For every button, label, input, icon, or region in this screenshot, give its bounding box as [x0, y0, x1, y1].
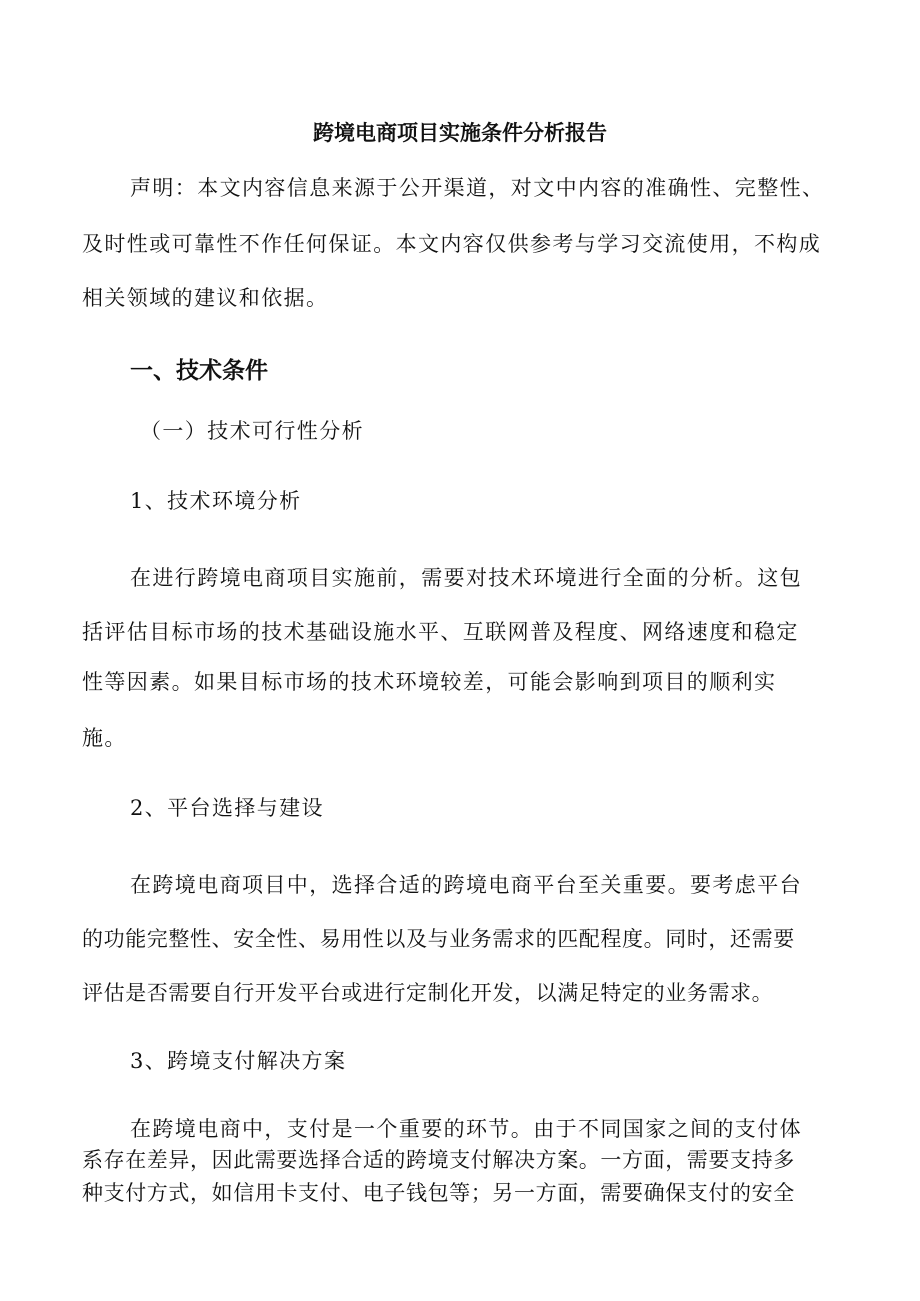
item-1-line-1: 在进行跨境电商项目实施前，需要对技术环境进行全面的分析。这包 — [130, 566, 802, 590]
item-2-line-1: 在跨境电商项目中，选择合适的跨境电商平台至关重要。要考虑平台 — [130, 873, 802, 897]
item-heading-3: 3、跨境支付解决方案 — [130, 1049, 347, 1073]
item-3-line-2: 系存在差异，因此需要选择合适的跨境支付解决方案。一方面，需要支持多 — [82, 1148, 795, 1172]
item-3-line-3: 种支付方式，如信用卡支付、电子钱包等；另一方面，需要确保支付的安全 — [82, 1181, 795, 1205]
disclaimer-line-1: 声明：本文内容信息来源于公开渠道，对文中内容的准确性、完整性、 — [130, 176, 825, 200]
disclaimer-line-2: 及时性或可靠性不作任何保证。本文内容仅供参考与学习交流使用，不构成 — [82, 232, 822, 256]
document-title: 跨境电商项目实施条件分析报告 — [313, 121, 607, 145]
item-heading-1: 1、技术环境分析 — [130, 489, 302, 513]
section-heading-technical-conditions: 一、技术条件 — [130, 358, 268, 384]
item-1-line-3: 性等因素。如果目标市场的技术环境较差，可能会影响到项目的顺利实 — [82, 670, 777, 694]
item-2-line-2: 的功能完整性、安全性、易用性以及与业务需求的匹配程度。同时，还需要 — [82, 927, 795, 951]
subsection-heading-feasibility: （一）技术可行性分析 — [140, 419, 364, 443]
item-heading-2: 2、平台选择与建设 — [130, 796, 324, 820]
item-1-line-2: 括评估目标市场的技术基础设施水平、互联网普及程度、网络速度和稳定 — [82, 620, 799, 644]
disclaimer-line-3: 相关领域的建议和依据。 — [82, 286, 329, 310]
item-1-line-4: 施。 — [82, 726, 127, 750]
item-3-line-1: 在跨境电商中，支付是一个重要的环节。由于不同国家之间的支付体 — [130, 1117, 802, 1141]
item-2-line-3: 评估是否需要自行开发平台或进行定制化开发，以满足特定的业务需求。 — [82, 981, 774, 1005]
